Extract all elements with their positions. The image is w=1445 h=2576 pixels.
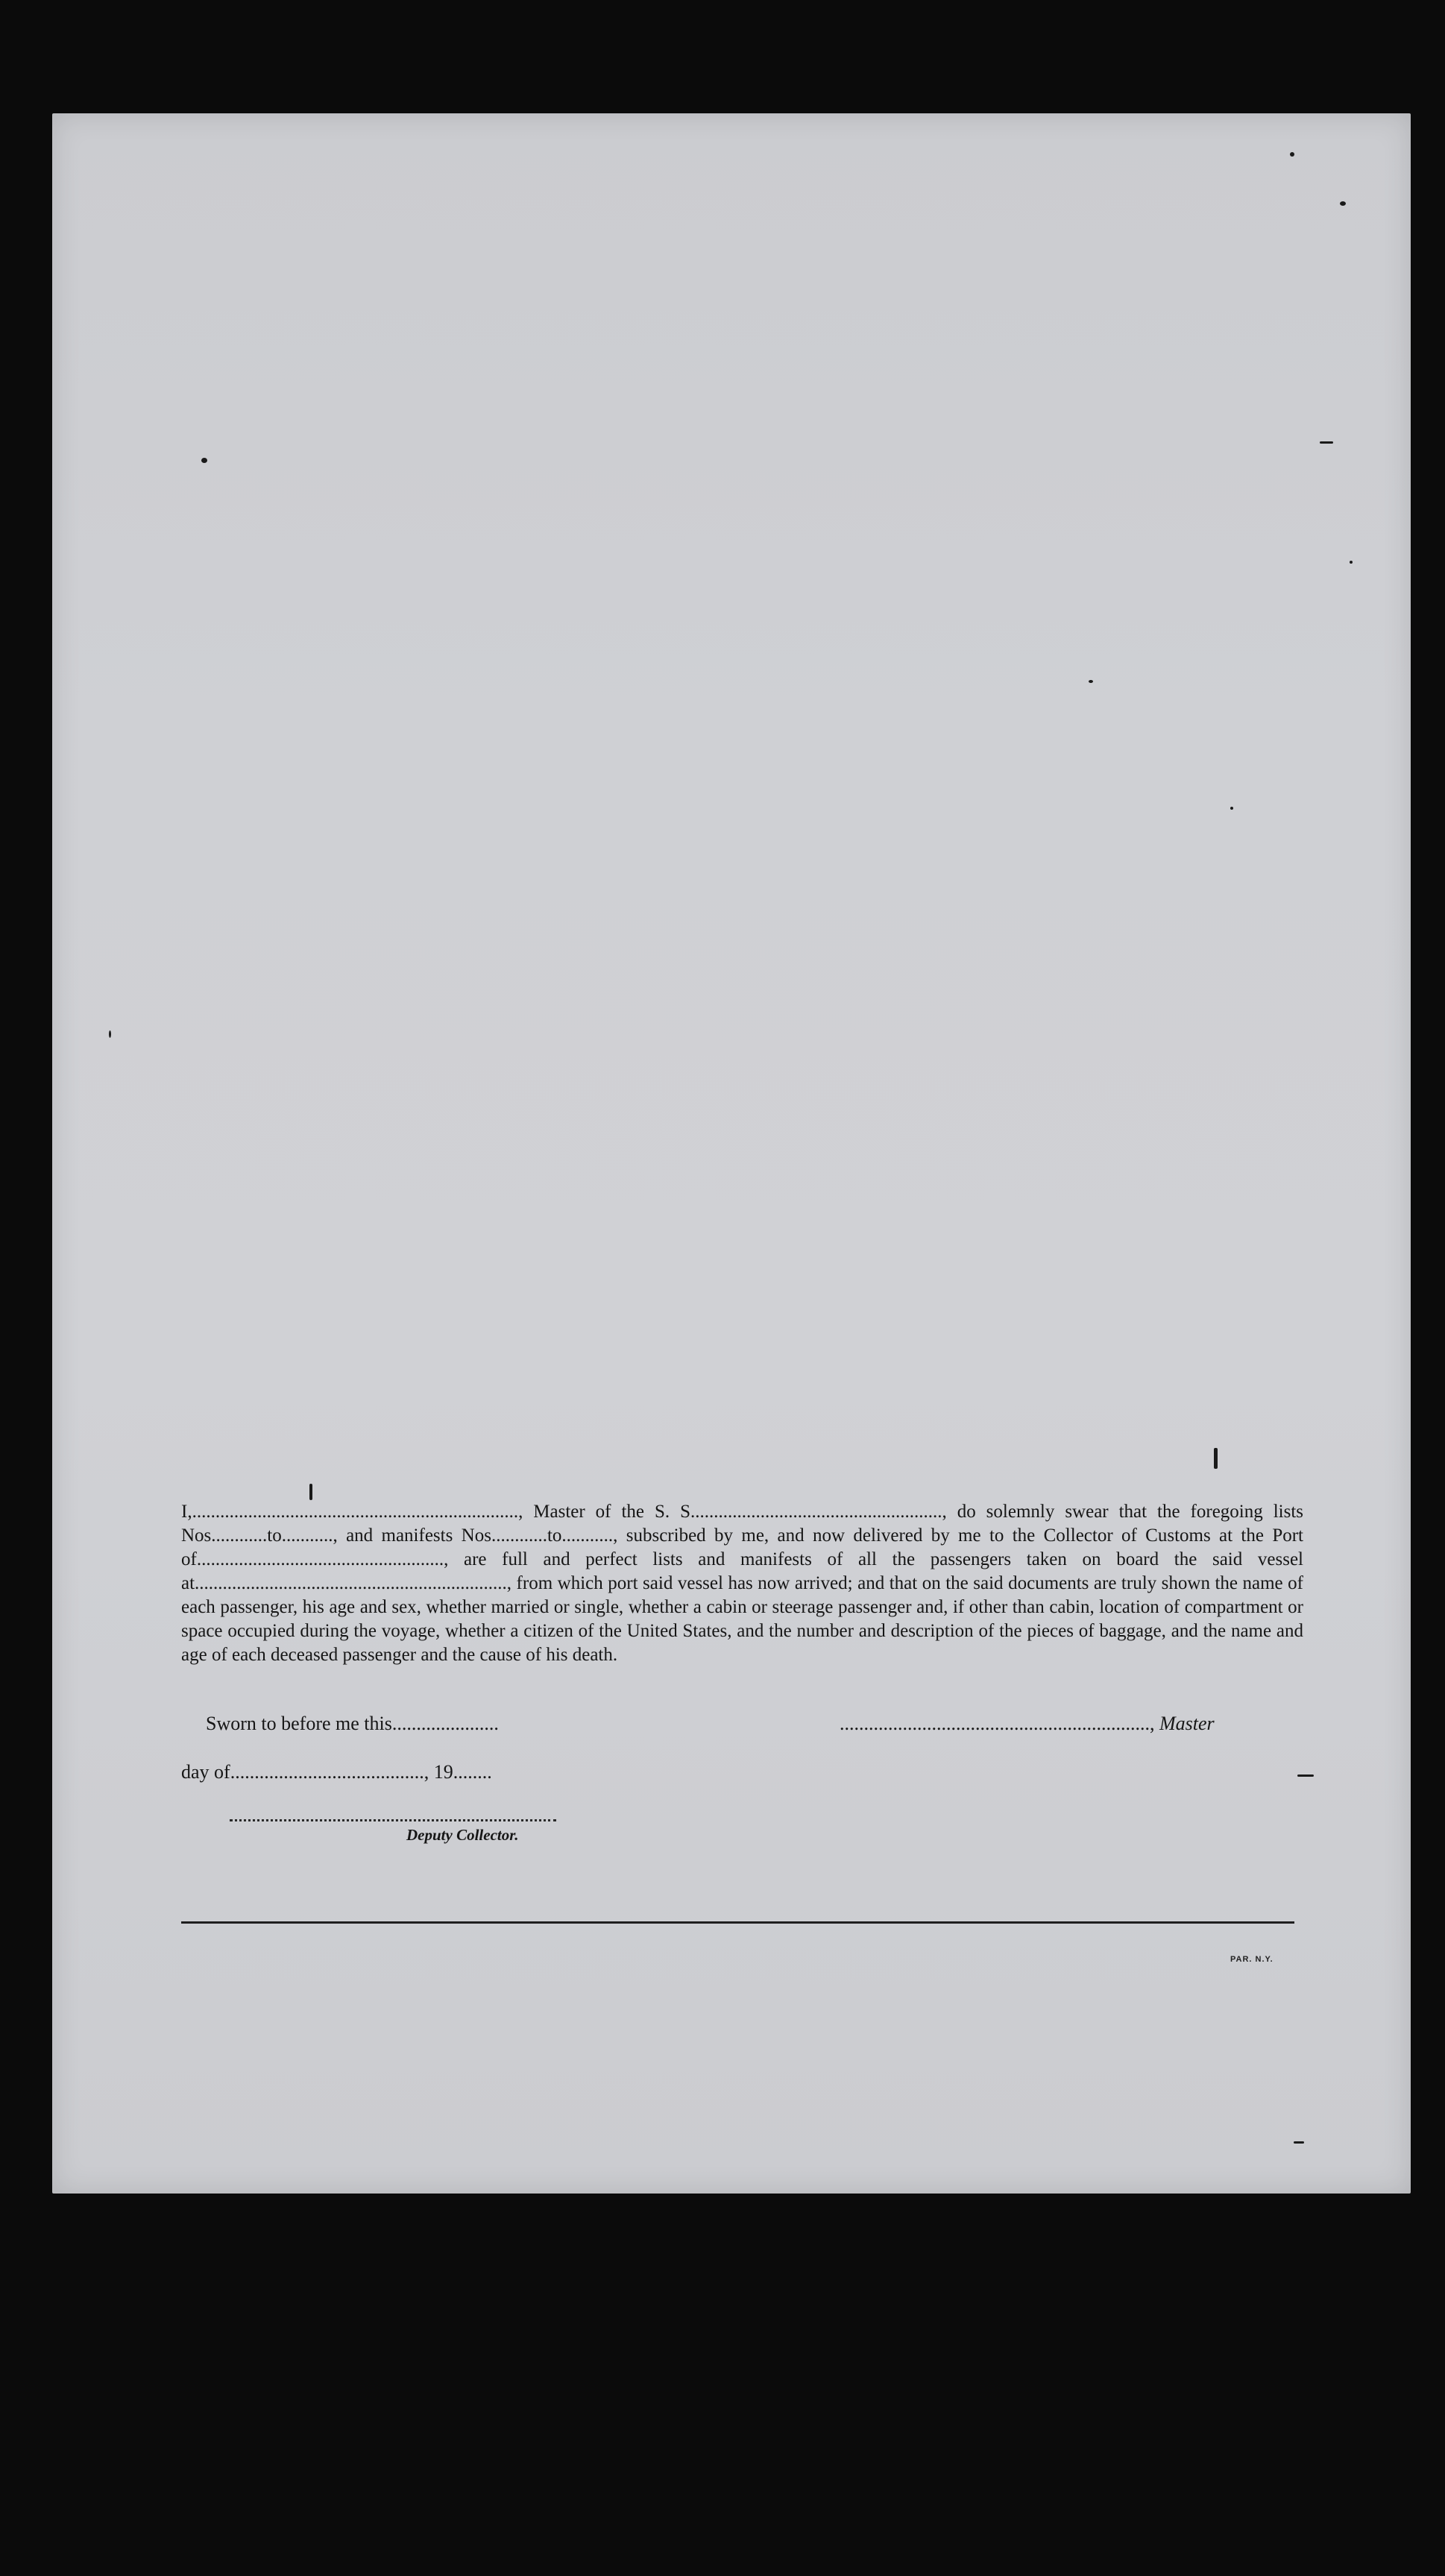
deputy-collector-label: Deputy Collector.	[406, 1826, 519, 1844]
oath-declaration: I,......................................................................, Master of the S. S......................................................, do solemnly swear that the foregoing lists Nos............to..........., and manifests Nos............to..........., subscribed by me, and now delivered by me to the Collector of Customs at the Port of....................................................., are full and perfect lists and manifests of all the passengers taken on board the said vessel at..................................................................., from which port said vessel has now arrived; and that on the said documents are truly shown the name of each passenger, his age and sex, whether married or single, whether a cabin or steerage passenger and, if other than cabin, location of compartment or space occupied during the voyage, whether a citizen of the United States, and the number and description of the pieces of baggage, and the name and age of each deceased passenger and the cause of his death.	[181, 1502, 1303, 1665]
ink-speck	[1294, 2141, 1304, 2144]
ink-speck	[109, 1030, 111, 1038]
ink-speck	[1290, 152, 1294, 157]
ink-speck	[1214, 1448, 1218, 1469]
deputy-signature-line	[230, 1819, 556, 1821]
ink-speck	[1297, 1774, 1314, 1777]
ink-speck	[1350, 561, 1353, 564]
sworn-before-line: Sworn to before me this......................	[206, 1713, 499, 1734]
ink-speck	[1089, 680, 1093, 683]
master-signature-dots: ................................................................,	[840, 1713, 1155, 1734]
horizontal-rule	[181, 1921, 1294, 1924]
ink-speck	[201, 458, 207, 463]
master-label: Master	[1159, 1713, 1215, 1734]
day-of-line: day of........................................, 19........	[181, 1761, 492, 1783]
ink-speck	[1320, 441, 1333, 444]
printer-mark: PAR. N.Y.	[1230, 1955, 1274, 1964]
ink-speck	[309, 1484, 312, 1500]
ink-speck	[1340, 201, 1346, 206]
ink-speck	[1230, 807, 1233, 810]
master-signature-line	[840, 1713, 1215, 1735]
document-sheet	[52, 113, 1411, 2194]
